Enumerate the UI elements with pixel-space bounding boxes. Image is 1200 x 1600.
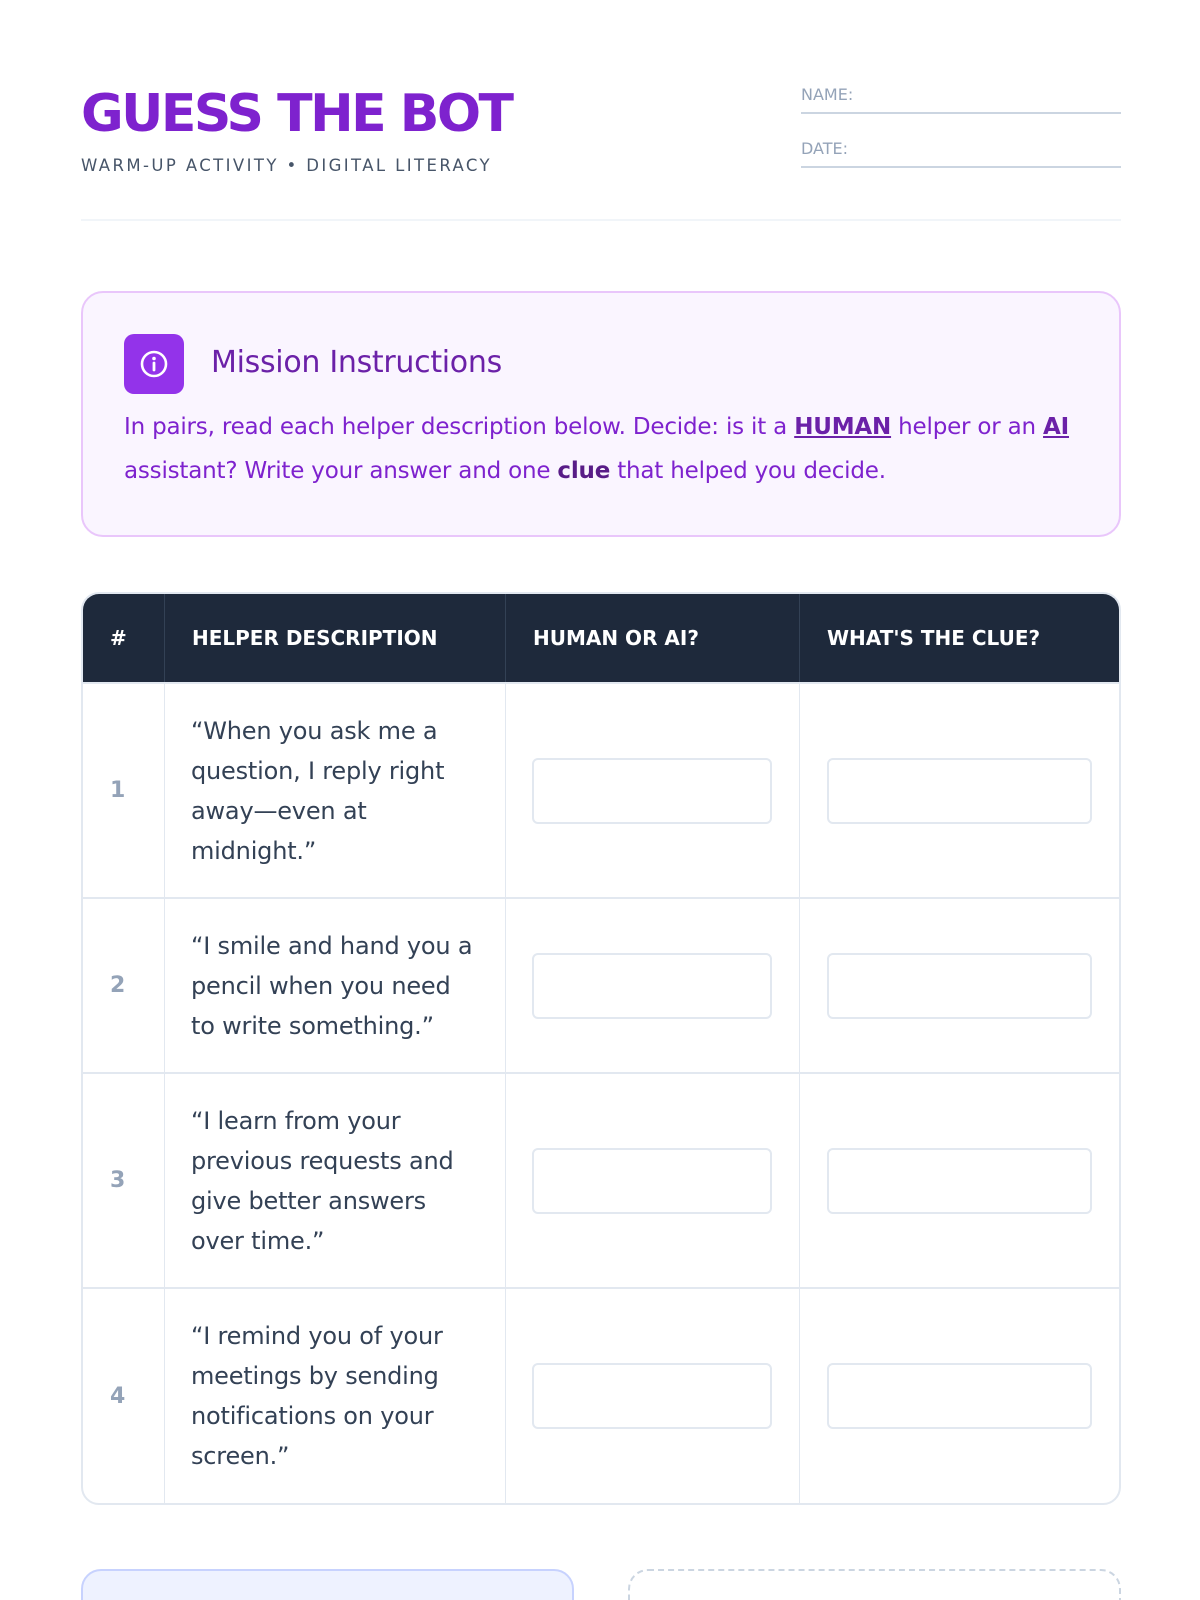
header-divider — [81, 219, 1121, 221]
helper-description — [165, 684, 506, 897]
clue-cell — [800, 899, 1119, 1072]
clue-input[interactable] — [827, 1148, 1092, 1214]
table-row — [83, 1287, 1119, 1503]
mission-text-part: that helped you decide. — [610, 458, 886, 484]
human-keyword: HUMAN — [794, 414, 892, 440]
row-number: 1 — [83, 684, 165, 897]
helper-description — [165, 1074, 506, 1287]
row-number: 2 — [83, 899, 165, 1072]
row-number: 3 — [83, 1074, 165, 1287]
ai-keyword: AI — [1043, 414, 1069, 440]
clue-input[interactable] — [827, 758, 1092, 824]
helper-description-text: “When you ask me a question, I reply right away—even at midnight.” — [191, 716, 445, 865]
student-fields — [801, 84, 1121, 192]
helper-description-text: “I smile and hand you a pencil when you need to write something.” — [191, 931, 473, 1040]
clue-cell — [800, 1289, 1119, 1503]
human-or-ai-input[interactable] — [532, 1148, 772, 1214]
mission-instructions-card — [81, 291, 1121, 537]
table-header — [83, 594, 1119, 682]
human-or-ai-input[interactable] — [532, 758, 772, 824]
column-header-clue: WHAT'S THE CLUE? — [827, 626, 1041, 650]
table-row — [83, 897, 1119, 1072]
column-header-human-or-ai: HUMAN OR AI? — [506, 594, 800, 682]
answer-cell — [506, 1289, 800, 1503]
helper-description — [165, 1289, 506, 1503]
column-header-number: # — [83, 594, 165, 682]
page-title: GUESS THE BOT — [81, 84, 512, 144]
date-field[interactable]: DATE: — [801, 138, 1121, 168]
helper-description-text: “I learn from your previous requests and give better answers over time.” — [191, 1106, 454, 1255]
clue-input[interactable] — [827, 1363, 1092, 1429]
page-subtitle: WARM-UP ACTIVITY • DIGITAL LITERACY — [81, 156, 493, 175]
column-header-description: HELPER DESCRIPTION — [165, 594, 506, 682]
info-icon — [124, 334, 184, 394]
mission-text-part: In pairs, read each helper description below. Decide: is it a — [124, 414, 795, 440]
table-row — [83, 682, 1119, 897]
human-or-ai-input[interactable] — [532, 1363, 772, 1429]
mission-text-part: assistant? Write your answer and one — [124, 458, 558, 484]
worksheet-header — [81, 84, 1121, 224]
mission-text-part: helper or an — [891, 414, 1044, 440]
name-field[interactable]: NAME: — [801, 84, 1121, 114]
mission-title: Mission Instructions — [211, 345, 502, 380]
clue-cell — [800, 1074, 1119, 1287]
clue-keyword: clue — [557, 458, 611, 484]
helper-description-text: “I remind you of your meetings by sending notifications on your screen.” — [191, 1322, 443, 1470]
row-number: 4 — [83, 1289, 165, 1503]
answer-cell — [506, 899, 800, 1072]
answer-cell — [506, 1074, 800, 1287]
clue-cell — [800, 684, 1119, 897]
bottom-left-panel — [81, 1569, 574, 1600]
table-row — [83, 1072, 1119, 1287]
clue-input[interactable] — [827, 953, 1092, 1019]
helper-table — [81, 592, 1121, 1505]
bottom-right-panel — [628, 1569, 1121, 1600]
human-or-ai-input[interactable] — [532, 953, 772, 1019]
helper-description — [165, 899, 506, 1072]
answer-cell — [506, 684, 800, 897]
mission-text — [124, 405, 1084, 493]
